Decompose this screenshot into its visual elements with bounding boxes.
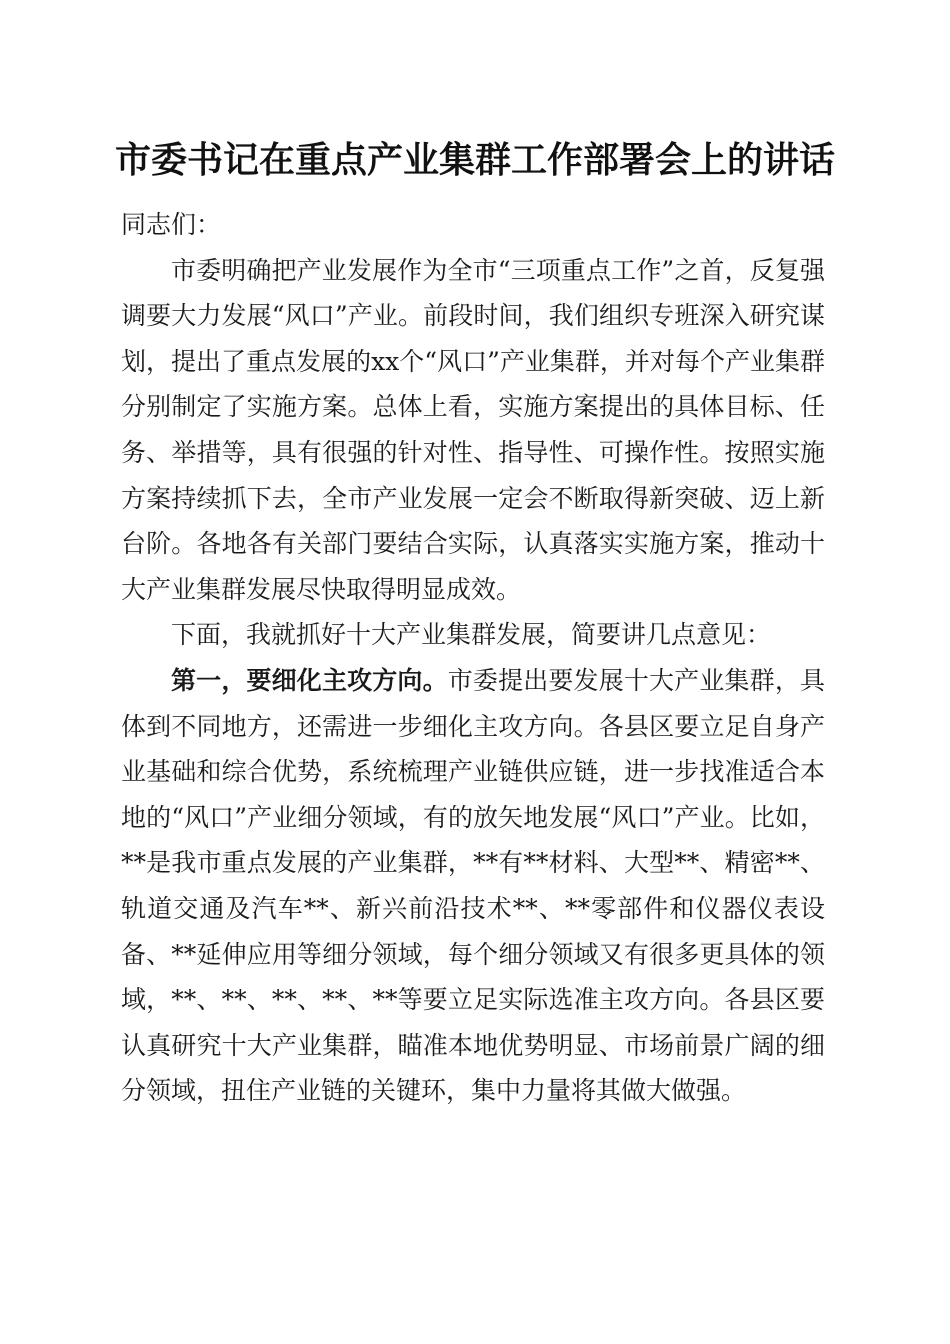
body-paragraph-3 bbox=[121, 658, 825, 1114]
paragraph-lead-heading: 第一，要细化主攻方向。 bbox=[171, 665, 448, 695]
document-title: 市委书记在重点产业集群工作部署会上的讲话 bbox=[114, 139, 835, 181]
body-paragraph-2 bbox=[121, 612, 825, 658]
paragraph-text: 市委提出要发展十大产业集群，具体到不同地方，还需进一步细化主攻方向。各县区要立足自身产业基础和综合优势，系统梳理产业链供应链，进一步找准适合本地的“风口”产业细分领域，有的放矢地发展“风口”产业。比如，**是我市重点发展的产业集群，**有**材料、大型**、精密**、轨道交通及汽车**、新兴前沿技术**、**零部件和仪器仪表设备、**延伸应用等细分领域，每个细分领域又有很多更具体的领域，**、**、**、**、**等要立足实际选准主攻方向。各县区要认真研究十大产业集群，瞄准本地优势明显、市场前景广阔的细分领域，扭住产业链的关键环，集中力量将其做大做强。 bbox=[121, 665, 825, 1106]
salutation: 同志们： bbox=[121, 210, 222, 239]
paragraph-text: 市委明确把产业发展作为全市“三项重点工作”之首，反复强调要大力发展“风口”产业。前段时间，我们组织专班深入研究谋划，提出了重点发展的xx个“风口”产业集群，并对每个产业集群分别制定了实施方案。总体上看，实施方案提出的具体目标、任务、举措等，具有很强的针对性、指导性、可操作性。按照实施方案持续抓下去，全市产业发展一定会不断取得新突破、迈上新台阶。各地各有关部门要结合实际，认真落实实施方案，推动十大产业集群发展尽快取得明显成效。 bbox=[121, 255, 825, 604]
paragraph-text: 下面，我就抓好十大产业集群发展，简要讲几点意见： bbox=[171, 620, 772, 650]
document-body bbox=[121, 202, 825, 1114]
body-paragraph-1 bbox=[121, 248, 825, 613]
